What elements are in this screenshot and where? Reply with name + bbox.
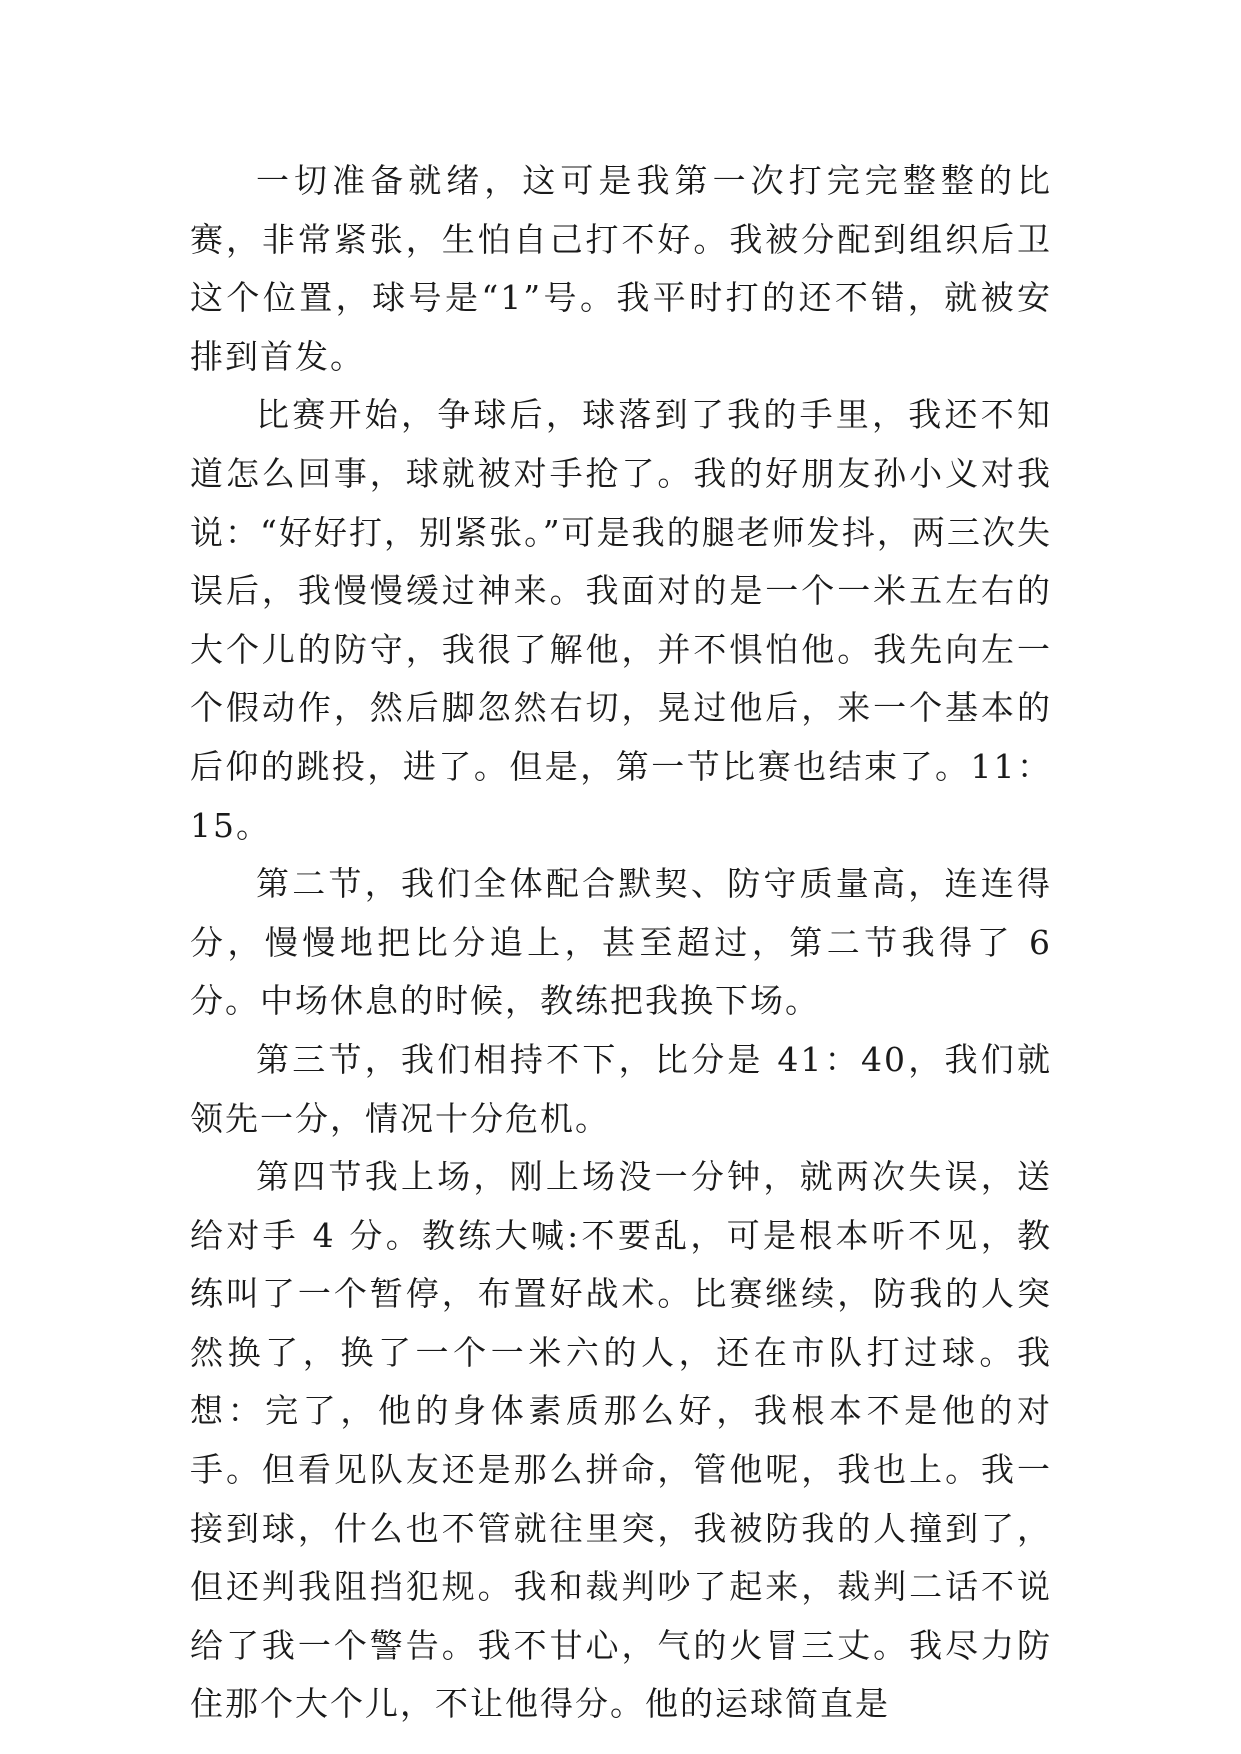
paragraph: 一切准备就绪，这可是我第一次打完完整整的比赛，非常紧张，生怕自己打不好。我被分配到组织后卫这个位置，球号是“1”号。我平时打的还不错，就被安排到首发。 bbox=[190, 161, 1052, 376]
paragraph: 第二节，我们全体配合默契、防守质量高，连连得分，慢慢地把比分追上，甚至超过，第二节我得了 6 分。中场休息的时候，教练把我换下场。 bbox=[190, 864, 1052, 1021]
paragraph: 第四节我上场，刚上场没一分钟，就两次失误，送给对手 4 分。教练大喊:不要乱，可是根本听不见，教练叫了一个暂停，布置好战术。比赛继续，防我的人突然换了，换了一个一米六的人，还在市队打过球。我想：完了，他的身体素质那么好，我根本不是他的对手。但看见队友还是那么拼命，管他呢，我也上。我一接到球，什么也不管就往里突，我被防我的人撞到了，但还判我阻挡犯规。我和裁判吵了起来，裁判二话不说给了我一个警告。我不甘心，气的火冒三丈。我尽力防住那个大个儿，不让他得分。他的运球简直是 bbox=[190, 1157, 1052, 1724]
paragraph: 比赛开始，争球后，球落到了我的手里，我还不知道怎么回事，球就被对手抢了。我的好朋友孙小义对我说：“好好打，别紧张。”可是我的腿老师发抖，两三次失误后，我慢慢缓过神来。我面对的是一个一米五左右的大个儿的防守，我很了解他，并不惧怕他。我先向左一个假动作，然后脚忽然右切，晃过他后，来一个基本的后仰的跳投，进了。但是，第一节比赛也结束了。11：15。 bbox=[190, 395, 1052, 845]
document-body bbox=[190, 152, 1052, 1734]
paragraph: 第三节，我们相持不下，比分是 41：40，我们就领先一分，情况十分危机。 bbox=[190, 1039, 1052, 1138]
